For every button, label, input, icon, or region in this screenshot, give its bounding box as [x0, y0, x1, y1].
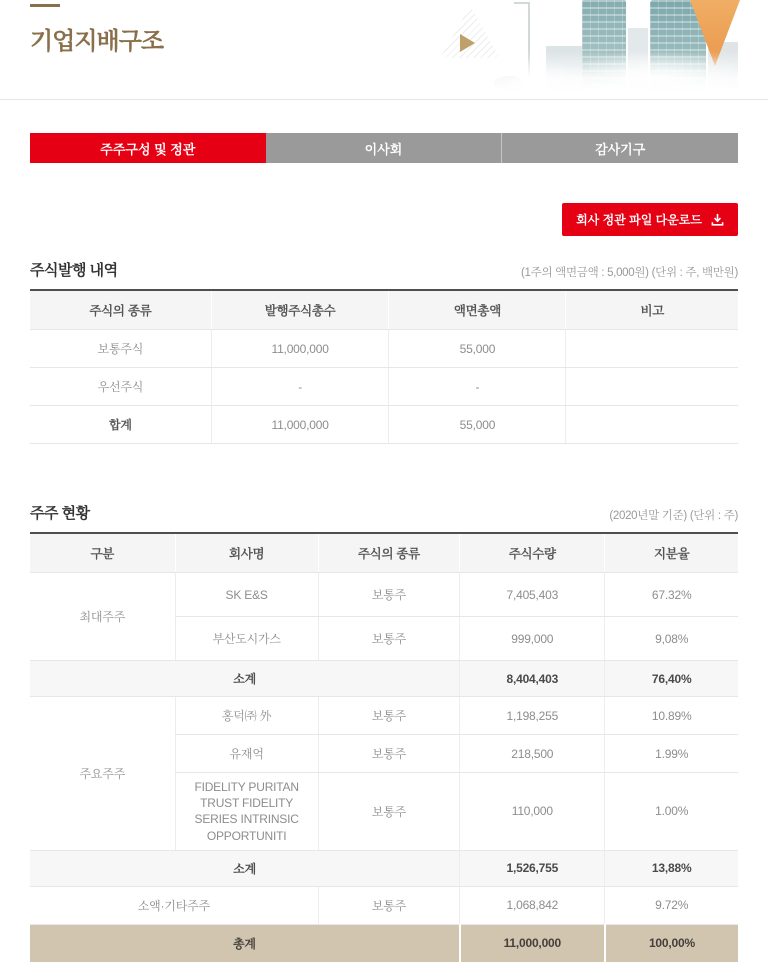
cell-ratio: 76,40%: [605, 661, 738, 697]
title-block: [30, 0, 163, 56]
subtotal-row: [30, 661, 738, 697]
cell-total-shares: 11,000,000: [211, 406, 389, 444]
cell-group: 소액·기타주주: [30, 886, 318, 924]
section-head: [30, 502, 738, 523]
cell-quantity: 11,000,000: [460, 924, 605, 962]
cell-stock-type: 보통주: [318, 886, 460, 924]
cell-company-name: 홍덕㈜ 外: [175, 697, 318, 735]
cell-ratio: 1.99%: [605, 735, 738, 773]
shareholders-table: [30, 532, 738, 962]
illustration-lamp-arm: [514, 2, 530, 4]
cell-stock-type: 보통주: [318, 697, 460, 735]
cell-par-total: -: [389, 368, 566, 406]
download-button-label: 회사 정관 파일 다운로드: [576, 213, 702, 227]
cell-par-total: 55,000: [389, 406, 566, 444]
section-title: 주주 현황: [30, 505, 90, 522]
cell-quantity: 110,000: [460, 773, 605, 851]
page-header: [0, 0, 768, 100]
cell-remark: [566, 368, 738, 406]
cell-company-name: FIDELITY PURITAN TRUST FIDELITY SERIES INTRINSIC OPPORTUNITI: [175, 773, 318, 851]
cell-company-name: 유재억: [175, 735, 318, 773]
cell-stock-type: 우선주식: [30, 368, 211, 406]
cell-ratio: 9.72%: [605, 886, 738, 924]
column-header: 발행주식총수: [211, 290, 389, 330]
tab-shareholders-and-articles[interactable]: 주주구성 및 정관: [30, 133, 266, 163]
cell-stock-type: 보통주식: [30, 330, 211, 368]
section-title: 주식발행 내역: [30, 262, 118, 279]
cell-quantity: 999,000: [460, 617, 605, 661]
cell-ratio: 67.32%: [605, 573, 738, 617]
column-header: 주식의 종류: [318, 533, 460, 573]
subtotal-row: [30, 850, 738, 886]
column-header: 회사명: [175, 533, 318, 573]
cell-group: 최대주주: [30, 573, 175, 661]
header-illustration: [430, 0, 742, 99]
cell-stock-type: 보통주: [318, 617, 460, 661]
cell-remark: [566, 406, 738, 444]
cell-subtotal-label: 소계: [30, 850, 460, 886]
download-icon: [711, 213, 724, 226]
table-row: [30, 406, 738, 444]
table-row: [30, 697, 738, 735]
stock-issuance-section: [30, 259, 738, 444]
column-header: 지분율: [605, 533, 738, 573]
cell-quantity: 1,068,842: [460, 886, 605, 924]
tab-bar: [30, 133, 738, 163]
illustration-fog: [430, 51, 742, 99]
download-row: [30, 203, 738, 236]
section-note: (1주의 액면금액 : 5,000원) (단위 : 주, 백만원): [521, 267, 738, 279]
shareholders-section: [30, 502, 738, 962]
cell-company-name: 부산도시가스: [175, 617, 318, 661]
cell-quantity: 218,500: [460, 735, 605, 773]
cell-ratio: 9,08%: [605, 617, 738, 661]
section-note: (2020년말 기준) (단위 : 주): [609, 510, 738, 522]
table-row: [30, 368, 738, 406]
cell-subtotal-label: 소계: [30, 661, 460, 697]
cell-group: 주요주주: [30, 697, 175, 851]
tab-board-of-directors[interactable]: 이사회: [266, 133, 502, 163]
column-header: 비고: [566, 290, 738, 330]
download-articles-button[interactable]: [562, 203, 738, 236]
page-title: 기업지배구조: [30, 28, 164, 55]
table-header-row: [30, 533, 738, 573]
cell-stock-type: 보통주: [318, 573, 460, 617]
total-row: [30, 924, 738, 962]
cell-company-name: SK E&S: [175, 573, 318, 617]
cell-quantity: 8,404,403: [460, 661, 605, 697]
cell-total-shares: -: [211, 368, 389, 406]
table-row: [30, 886, 738, 924]
cell-quantity: 1,198,255: [460, 697, 605, 735]
cell-ratio: 100,00%: [605, 924, 738, 962]
cell-ratio: 1.00%: [605, 773, 738, 851]
title-accent-dash: [30, 4, 60, 7]
cell-ratio: 13,88%: [605, 850, 738, 886]
column-header: 주식수량: [460, 533, 605, 573]
cell-total-label: 총계: [30, 924, 460, 962]
cell-par-total: 55,000: [389, 330, 566, 368]
column-header: 액면총액: [389, 290, 566, 330]
cell-stock-type: 보통주: [318, 773, 460, 851]
cell-quantity: 1,526,755: [460, 850, 605, 886]
section-head: [30, 259, 738, 280]
cell-remark: [566, 330, 738, 368]
table-row: [30, 573, 738, 617]
table-row: [30, 330, 738, 368]
table-header-row: [30, 290, 738, 330]
tab-audit-body[interactable]: 감사기구: [501, 133, 738, 163]
cell-quantity: 7,405,403: [460, 573, 605, 617]
cell-stock-type: 보통주: [318, 735, 460, 773]
stock-issuance-table: [30, 289, 738, 444]
cell-stock-type: 합계: [30, 406, 211, 444]
cell-total-shares: 11,000,000: [211, 330, 389, 368]
column-header: 주식의 종류: [30, 290, 211, 330]
cell-ratio: 10.89%: [605, 697, 738, 735]
column-header: 구분: [30, 533, 175, 573]
